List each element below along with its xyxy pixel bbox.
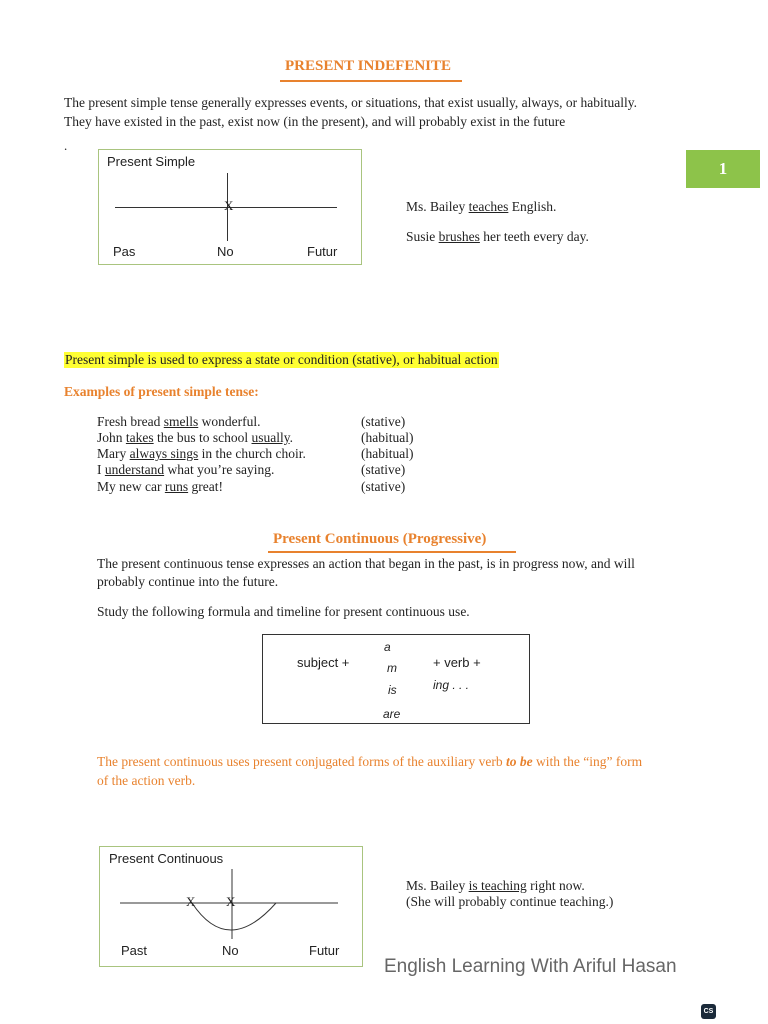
continuous-example-2: (She will probably continue teaching.) <box>406 894 614 909</box>
camscanner-badge-icon: CS <box>701 1004 716 1019</box>
orange-note-line-1: The present continuous uses present conjugated forms of the auxiliary verb to be with the “ing” form <box>97 754 643 769</box>
page-number-badge: 1 <box>686 150 760 188</box>
simple-example-1: Ms. Bailey teaches English. <box>406 199 557 214</box>
formula-aux-is: is <box>388 683 397 697</box>
page-title: PRESENT INDEFENITE <box>285 58 452 74</box>
watermark-text: English Learning With Ariful Hasan <box>384 956 677 977</box>
formula-aux-am-m: m <box>387 661 397 675</box>
event-mark-2: X <box>226 894 236 909</box>
example-type: (habitual) <box>361 446 414 461</box>
orange-note-line-2: of the action verb. <box>97 773 196 788</box>
example-row: John takes the bus to school usually. <box>97 430 294 445</box>
continuous-intro-1: The present continuous tense expresses an action that began in the past, is in progress now, and will <box>97 556 635 571</box>
event-mark-1: X <box>186 894 196 909</box>
example-type: (stative) <box>361 462 406 477</box>
present-simple-timeline <box>98 149 362 265</box>
continuous-example-1: Ms. Bailey is teaching right now. <box>406 878 585 893</box>
formula-subject: subject + <box>297 655 350 670</box>
examples-heading: Examples of present simple tense: <box>64 384 259 399</box>
event-mark: X <box>224 198 234 213</box>
example-row: I understand what you’re saying. <box>97 462 275 477</box>
example-row: Mary always sings in the church choir. <box>97 446 306 461</box>
continuous-intro-2: probably continue into the future. <box>97 574 279 589</box>
label-now: No <box>217 244 234 259</box>
continuous-title: Present Continuous (Progressive) <box>273 531 487 547</box>
formula-aux-am-a: a <box>384 640 391 654</box>
highlighted-rule: Present simple is used to express a state or condition (stative), or habitual action <box>65 352 498 367</box>
study-line: Study the following formula and timeline for present continuous use. <box>97 604 470 619</box>
example-type: (habitual) <box>361 430 414 445</box>
formula-box <box>262 634 530 724</box>
timeline-title: Present Continuous <box>109 851 224 866</box>
formula-aux-are: are <box>383 707 401 721</box>
label-future: Futur <box>309 943 340 958</box>
example-type: (stative) <box>361 414 406 429</box>
label-future: Futur <box>307 244 338 259</box>
present-continuous-timeline <box>99 846 363 967</box>
timeline-title: Present Simple <box>107 154 196 169</box>
label-past: Past <box>121 943 148 958</box>
intro-line-2: They have existed in the past, exist now (in the present), and will probably exist in the future <box>64 114 566 129</box>
formula-ing: ing . . . <box>433 678 470 692</box>
label-past: Pas <box>113 244 136 259</box>
title-underline <box>280 80 462 82</box>
simple-example-2: Susie brushes her teeth every day. <box>406 229 589 244</box>
formula-verb: + verb + <box>433 655 481 670</box>
example-row: My new car runs great! <box>97 479 223 494</box>
example-row: Fresh bread smells wonderful. <box>97 414 261 429</box>
continuous-title-underline <box>268 551 516 553</box>
example-type: (stative) <box>361 479 406 494</box>
label-now: No <box>222 943 239 958</box>
intro-line-1: The present simple tense generally expresses events, or situations, that exist usually, always, or habitually. <box>64 95 637 110</box>
intro-dot: . <box>64 138 68 153</box>
